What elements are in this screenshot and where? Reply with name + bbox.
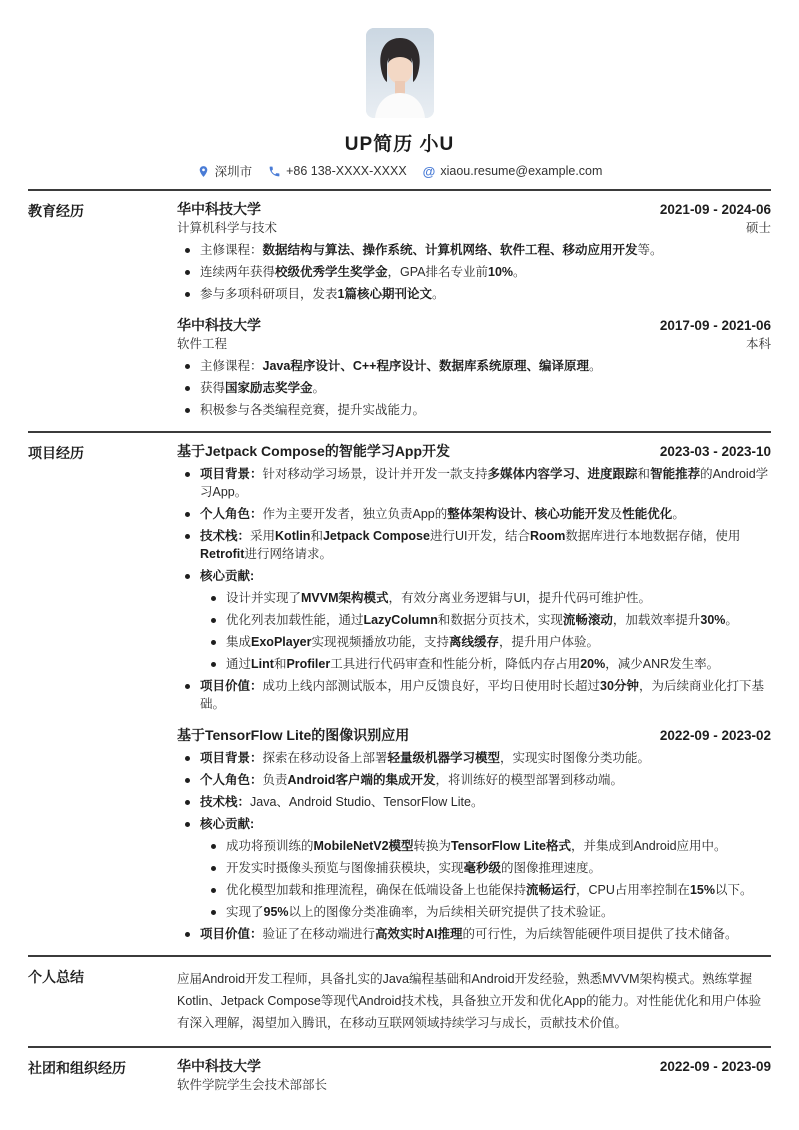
bullet-text: 个人角色：负责Android客户端的集成开发，将训练好的模型部署到移动端。 (200, 773, 623, 787)
entry-header-right (648, 200, 771, 237)
section-content (177, 442, 771, 943)
bullet-item (177, 749, 771, 767)
bullet-item (177, 505, 771, 523)
bullet-item (177, 357, 771, 375)
entry-header-right (648, 726, 771, 745)
entry-title: 华中科技大学 (177, 317, 261, 333)
bullet-item (177, 465, 771, 501)
bullet-text: 技术栈：采用Kotlin和Jetpack Compose进行UI开发，结合Room数据库进行本地数据存储，使用Retrofit进行网络请求。 (200, 529, 741, 561)
portrait-illustration (366, 28, 434, 118)
bullet-dot (185, 408, 190, 413)
entry-subtitle: 软件工程 (177, 337, 228, 351)
section-label: 教育经历 (28, 203, 84, 219)
location-icon (197, 165, 210, 178)
contact-text: 深圳市 (214, 165, 253, 179)
entry-header-left (177, 200, 277, 237)
bullet-text: 项目背景：针对移动学习场景，设计并开发一款支持多媒体内容学习、进度跟踪和智能推荐的Android学习App。 (200, 467, 769, 499)
entry-header (177, 442, 771, 461)
bullet-item (177, 285, 771, 303)
summary-paragraph: 应届Android开发工程师，具备扎实的Java编程基础和Android开发经验，熟悉MVVM架构模式。熟练掌握Kotlin、Jetpack Compose等现代Android技术栈，具备独立开发和优化App的能力。对性能优化和用户体验有深入理解，渴望加入腾讯，在移动互联网领域持续学习与成长，贡献技术价值。 (177, 972, 762, 1030)
sub-bullet-item (203, 903, 771, 921)
entry-title: 华中科技大学 (177, 1058, 261, 1074)
bullet-text: 项目背景：探索在移动设备上部署轻量级机器学习模型，实现实时图像分类功能。 (200, 751, 651, 765)
entry-header-right (648, 316, 771, 353)
bullet-text: 核心贡献: (200, 817, 255, 831)
sub-bullet-item (203, 633, 771, 651)
bullet-item (177, 527, 771, 563)
entry-date-range: 2017-09 - 2021-06 (659, 318, 771, 333)
entry-date-range: 2023-03 - 2023-10 (659, 444, 771, 459)
contact-item (423, 164, 603, 178)
entry-degree: 硕士 (745, 221, 771, 235)
entry-title: 基于TensorFlow Lite的图像识别应用 (177, 727, 410, 743)
section-summary (28, 955, 771, 1046)
entry-header-left (177, 442, 450, 461)
bullet-item (177, 241, 771, 259)
bullet-item (177, 567, 771, 585)
bullet-text: 实现了95%以上的图像分类准确率，为后续相关研究提供了技术验证。 (226, 905, 614, 919)
section-clubs (28, 1046, 771, 1106)
bullet-item (177, 379, 771, 397)
bullet-text: 优化列表加载性能，通过LazyColumn和数据分页技术，实现流畅滚动，加载效率提升30%。 (226, 613, 738, 627)
bullet-dot (185, 756, 190, 761)
bullet-item (177, 815, 771, 833)
bullet-dot (211, 866, 216, 871)
bullet-item (177, 263, 771, 281)
entry-header-left (177, 316, 261, 353)
entry-subtitle: 软件学院学生会技术部部长 (177, 1078, 328, 1092)
bullet-text: 连续两年获得校级优秀学生奖学金，GPA排名专业前10%。 (200, 265, 526, 279)
bullet-text: 优化模型加载和推理流程，确保在低端设备上也能保持流畅运行，CPU占用率控制在15%以下。 (226, 883, 753, 897)
bullet-dot (211, 844, 216, 849)
contact-item (268, 164, 407, 178)
bullet-text: 参与多项科研项目，发表1篇核心期刊论文。 (200, 287, 445, 301)
entry-degree: 本科 (745, 337, 771, 351)
entry-date-range: 2022-09 - 2023-09 (659, 1059, 771, 1074)
sub-bullet-item (203, 881, 771, 899)
entry-header (177, 200, 771, 237)
contact-row (0, 162, 799, 180)
bullet-list (177, 241, 771, 303)
resume-body (0, 189, 799, 1106)
bullet-dot (185, 292, 190, 297)
bullet-list (177, 357, 771, 419)
bullet-dot (185, 386, 190, 391)
resume-header (0, 0, 799, 180)
entry-header-right (648, 442, 771, 461)
contact-text: xiaou.resume@example.com (440, 164, 603, 178)
contact-item (197, 162, 253, 180)
bullet-dot (185, 574, 190, 579)
bullet-text: 开发实时摄像头预览与图像捕获模块，实现毫秒级的图像推理速度。 (226, 861, 602, 875)
sub-bullet-item (203, 655, 771, 673)
entry-subtitle: 计算机科学与技术 (177, 221, 278, 235)
bullet-dot (185, 248, 190, 253)
bullet-dot (211, 596, 216, 601)
bullet-dot (211, 618, 216, 623)
bullet-list (177, 465, 771, 713)
section-projects (28, 431, 771, 955)
email-icon: @ (422, 163, 436, 179)
bullet-dot (211, 662, 216, 667)
entry-date-range: 2021-09 - 2024-06 (659, 202, 771, 217)
bullet-text: 集成ExoPlayer实现视频播放功能，支持离线缓存，提升用户体验。 (226, 635, 600, 649)
entry-header (177, 1057, 771, 1094)
bullet-text: 主修课程：Java程序设计、C++程序设计、数据库系统原理、编译原理。 (200, 359, 602, 373)
section-education (28, 189, 771, 431)
entry-date-range: 2022-09 - 2023-02 (659, 728, 771, 743)
bullet-text: 设计并实现了MVVM架构模式，有效分离业务逻辑与UI，提升代码可维护性。 (226, 591, 652, 605)
contact-text: +86 138-XXXX-XXXX (286, 164, 407, 178)
bullet-dot (185, 270, 190, 275)
entry-header (177, 726, 771, 745)
entry (177, 726, 771, 943)
bullet-dot (185, 800, 190, 805)
bullet-dot (185, 472, 190, 477)
section-content (177, 200, 771, 419)
section-content (177, 1057, 771, 1094)
bullet-text: 通过Lint和Profiler工具进行代码审查和性能分析，降低内存占用20%，减少ANR发生率。 (226, 657, 720, 671)
sub-bullet-item (203, 611, 771, 629)
bullet-dot (185, 778, 190, 783)
candidate-name: UP简历 小U (344, 134, 455, 155)
bullet-item (177, 925, 771, 943)
entry-header-left (177, 726, 409, 745)
bullet-list (177, 749, 771, 943)
profile-photo (366, 28, 434, 118)
bullet-text: 获得国家励志奖学金。 (200, 381, 326, 395)
bullet-dot (185, 684, 190, 689)
bullet-dot (185, 364, 190, 369)
bullet-item (177, 793, 771, 811)
bullet-text: 项目价值：验证了在移动端进行高效实时AI推理的可行性，为后续智能硬件项目提供了技术储备。 (200, 927, 738, 941)
sub-bullet-item (203, 859, 771, 877)
section-label: 社团和组织经历 (28, 1060, 126, 1076)
entry-title: 基于Jetpack Compose的智能学习App开发 (177, 443, 451, 459)
entry-header (177, 316, 771, 353)
entry-header-right (648, 1057, 771, 1076)
bullet-item (177, 401, 771, 419)
bullet-text: 项目价值：成功上线内部测试版本，用户反馈良好，平均日使用时长超过30分钟，为后续商业化打下基础。 (200, 679, 764, 711)
section-label: 项目经历 (28, 445, 84, 461)
bullet-item (177, 771, 771, 789)
bullet-text: 核心贡献: (200, 569, 255, 583)
sub-bullet-item (203, 837, 771, 855)
bullet-dot (185, 534, 190, 539)
entry (177, 442, 771, 713)
bullet-text: 技术栈：Java、Android Studio、TensorFlow Lite。 (200, 795, 484, 809)
section-label: 个人总结 (28, 969, 84, 985)
bullet-dot (185, 932, 190, 937)
bullet-text: 个人角色：作为主要开发者，独立负责App的整体架构设计、核心功能开发及性能优化。 (200, 507, 685, 521)
entry (177, 200, 771, 303)
entry (177, 316, 771, 419)
entry-header-left (177, 1057, 327, 1094)
bullet-text: 积极参与各类编程竞赛，提升实战能力。 (200, 403, 426, 417)
section-content (177, 966, 771, 1034)
bullet-dot (211, 640, 216, 645)
sub-bullet-item (203, 589, 771, 607)
bullet-dot (211, 910, 216, 915)
bullet-text: 主修课程：数据结构与算法、操作系统、计算机网络、软件工程、移动应用开发等。 (200, 243, 663, 257)
bullet-dot (211, 888, 216, 893)
bullet-item (177, 677, 771, 713)
bullet-dot (185, 822, 190, 827)
entry (177, 1057, 771, 1094)
bullet-text: 成功将预训练的MobileNetV2模型转换为TensorFlow Lite格式，并集成到Android应用中。 (226, 839, 727, 853)
bullet-dot (185, 512, 190, 517)
phone-icon (268, 165, 281, 178)
entry-title: 华中科技大学 (177, 201, 261, 217)
